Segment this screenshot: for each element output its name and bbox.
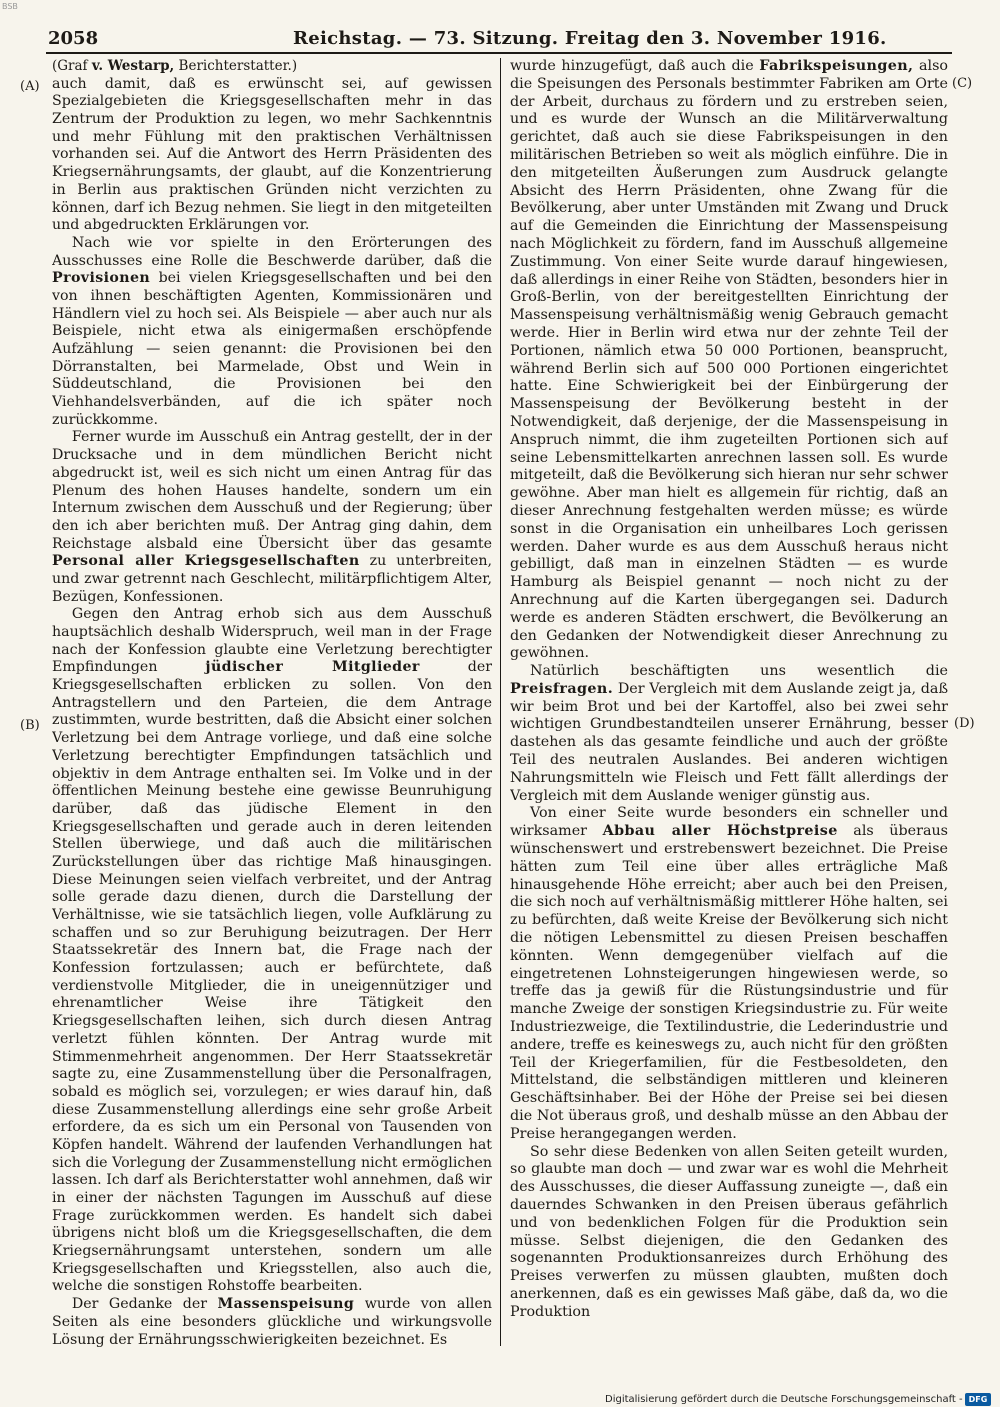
text-run: zu unterbreiten, und zwar getrennt nach Geschlecht, militärpflichtigem Alter, Bezügen, Konfessionen. — [52, 553, 492, 605]
text-run: Natürlich beschäftigten uns wesentlich die — [530, 663, 948, 680]
speaker-prefix: (Graf — [52, 58, 88, 74]
paragraph — [510, 663, 948, 805]
speaker-name: v. Westarp, — [91, 58, 175, 74]
paragraph — [510, 805, 948, 1143]
text-run: wurde hinzugefügt, daß auch die — [510, 58, 754, 74]
text-run: Von einer Seite wurde besonders ein schneller und wirksamer — [510, 805, 948, 840]
text-run: Der Gedanke der — [71, 1296, 208, 1313]
text-run: Gegen den Antrag erhob sich aus dem Ausschuß hauptsächlich deshalb Widerspruch, weil man in der Frage nach der Konfession glaubte eine Verletzung berechtigter Empfindungen — [52, 606, 492, 676]
margin-marker-d: (D) — [954, 716, 975, 731]
paragraph — [510, 58, 948, 663]
paragraph: auch damit, daß es erwünscht sei, auf gewissen Spezialgebieten die Kriegsgesellschaften mehr in das Zentrum der Produktion zu legen, wo mehr Sachkenntnis und mehr Fühlung mit den praktischen Verhältnissen vorhanden sei. Auf die Antwort des Herrn Präsidenten des Kriegsernährungsamts, der glaubt, auf die Konzentrierung in Berlin aus praktischen Gründen nicht verzichten zu können, darf ich Bezug nehmen. Sie liegt in den mitgeteilten und abgedruckten Erklärungen vor. — [52, 75, 492, 234]
paragraph — [52, 606, 492, 1296]
speaker-line — [52, 58, 492, 76]
margin-marker-b: (B) — [20, 718, 40, 733]
text-run: also die Speisungen des Personals bestimmter Fabriken am Orte der Arbeit, durchaus zu fördern und zu erstreben seien, und es wurde der Wunsch an die Militärverwaltung gerichtet, daß auch sie diese Fabrikspeisungen in den militärischen Betrieben so weit als möglich einführe. Die in den mitgeteilten Äußerungen zum Ausdruck gelangte Absicht des Herrn Präsidenten, ohne Zwang für die Bevölkerung, aber unter Umständen mit Zwang und Druck auf die Gemeinden die Einrichtung der Massenspeisung nach Möglichkeit zu fördern, fand im Ausschuß allgemeine Zustimmung. Von einer Seite wurde darauf hingewiesen, daß allerdings in einer Reihe von Städten, besonders hier in Groß-Berlin, von der bereitgestellten Einrichtung der Massenspeisung verhältnismäßig wenig Gebrauch gemacht werde. Hier in Berlin wird etwa nur der zehnte Teil der Portionen, nämlich etwa 50 000 Portionen, beansprucht, während Berlin sich auf 500 000 Portionen eingerichtet hatte. Eine Schwierigkeit bei der Einbürgerung der Massenspeisung der Bevölkerung besteht in der Notwendigkeit, daß derjenige, der die Massenspeisung in Anspruch nimmt, die ihm zugeteilten Portionen sich auf seine Lebensmittelkarten anrechnen lassen soll. Es wurde mitgeteilt, daß die Bevölkerung sich hieran nur sehr schwer gewöhne. Aber man hielt es allgemein für richtig, daß an dieser Anrechnung festgehalten werden müsse; es würde sonst in die Organisation ein unheilbares Loch gerissen werden. Daher wurde es aus dem Ausschuß heraus nicht gebilligt, daß man in einzelnen Städten — es wurde Hamburg als Beispiel genannt — noch nicht zu der Anrechnung auf die Karten übergegangen sei. Dadurch werde es anderen Städten erschwert, die Bevölkerung an den Gedanken der Notwendigkeit dieser Anrechnung zu gewöhnen. — [510, 58, 948, 662]
left-column — [52, 58, 492, 1358]
emphasized-term: Massenspeisung — [217, 1296, 355, 1313]
emphasized-term: jüdischer Mitglieder — [205, 659, 420, 676]
text-run: Der Vergleich mit dem Auslande zeigt ja, daß wir beim Brot und bei der Kartoffel, also bei zwei sehr wichtigen Grundbestandteilen unserer Ernährung, besser dastehen als das gesamte feindliche und auch der größte Teil des neutralen Auslandes. Bei anderen wichtigen Nahrungsmitteln wie Fleisch und Fett fällt allerdings der Vergleich mit dem Auslande weniger günstig aus. — [510, 680, 948, 804]
text-run: bei vielen Kriegsgesellschaften und bei den von ihnen beschäftigten Agenten, Kommissionären und Händlern viel zu hoch sei. Als Beispiele — aber auch nur als Beispiele, nicht etwa als einigermaßen erschöpfende Aufzählung — seien genannt: die Provisionen bei den Dörranstalten, bei Marmelade, Obst und Wein in Süddeutschland, die Provisionen bei den Viehhandelsverbänden, auf die ich später noch zurückkomme. — [52, 270, 492, 428]
column-divider — [500, 58, 501, 1346]
page-header — [48, 22, 950, 52]
paragraph — [52, 1296, 492, 1349]
speaker-role: Berichterstatter.) — [178, 58, 298, 74]
paragraph — [52, 235, 492, 430]
emphasized-term: Provisionen — [52, 270, 151, 287]
emphasized-term: Preisfragen. — [510, 680, 614, 697]
emphasized-term: Personal aller Kriegsgesellschaften — [52, 553, 360, 570]
paragraph — [52, 429, 492, 606]
page-number: 2058 — [48, 28, 99, 49]
margin-marker-c: (C) — [952, 76, 973, 91]
library-mark: BSB — [2, 2, 18, 11]
margin-marker-a: (A) — [20, 79, 40, 94]
text-run: Ferner wurde im Ausschuß ein Antrag gestellt, der in der Drucksache und in dem mündlichen Bericht nicht abgedruckt ist, weil es sich nicht um einen Antrag für das Plenum des hohen Hauses handelte, sondern um ein Internum zwischen dem Ausschuß und der Regierung; über den ich aber berichten muß. Der Antrag ging dahin, dem Reichstage alsbald eine Übersicht über das gesamte — [52, 429, 492, 552]
right-column — [510, 58, 948, 1358]
header-rule — [46, 52, 952, 54]
emphasized-term: Fabrikspeisungen, — [759, 58, 914, 74]
text-run: Nach wie vor spielte in den Erörterungen des Ausschusses eine Rolle die Beschwerde darüber, daß die — [52, 234, 492, 269]
text-run: der Kriegsgesellschaften erblicken zu sollen. Von den Antragstellern und den Parteien, die dem Antrage zustimmten, wurde bestritten, daß die Absicht einer solchen Verletzung bei dem Antrage vorliege, und daß eine solche Verletzung berechtigter Empfindungen tatsächlich und objektiv in dem Antrage enthalten sei. Im Volke und in der öffentlichen Meinung bestehe eine gewisse Beunruhigung darüber, daß das jüdische Element in den Kriegsgesellschaften und gerade auch in deren leitenden Stellen überwiege, und daß auch die militärischen Zurückstellungen über das richtige Maß hinausgingen. Diese Meinungen seien vielfach verbreitet, und der Antrag solle gerade dazu dienen, durch die Darstellung der Verhältnisse, wie sie tatsächlich liegen, volle Aufklärung zu schaffen und so zur Beruhigung beizutragen. Der Herr Staatssekretär des Innern bat, die Frage nach der Konfession fortzulassen; auch er befürchtete, daß verdienstvolle Mitglieder, die in uneigennütziger und ehrenamtlicher Weise ihre Tätigkeit den Kriegsgesellschaften leihen, sich durch diesen Antrag verletzt fühlen könnten. Der Antrag wurde mit Stimmenmehrheit angenommen. Der Herr Staatssekretär sagte zu, eine Zusammenstellung über die Personalfragen, sobald es möglich sei, vorzulegen; er wies darauf hin, daß diese Zusammenstellung allerdings eine sehr große Arbeit erfordere, da es sich um ein Personal von Tausenden von Köpfen handelt. Während der laufenden Verhandlungen hat sich die Vorlegung der Zusammenstellung nicht ermöglichen lassen. Ich darf als Berichterstatter wohl annehmen, daß wir in einer der nächsten Tagungen im Ausschuß auf diese Frage zurückkommen werden. Es handelt sich dabei übrigens nicht bloß um die Kriegsgesellschaften, die dem Kriegsernährungsamt unterstehen, sondern um alle Kriegsgesellschaften und Kriegsstellen, also auch die, welche die sonstigen Rohstoffe bearbeiten. — [52, 659, 492, 1295]
text-run: als überaus wünschenswert und erstrebenswert bezeichnet. Die Preise hätten zum Teil eine über alles erträgliche Maß hinausgehende Höhe erreicht; aber auch bei den Preisen, die sich noch auf verhältnismäßig mittlerer Höhe halten, sei zu befürchten, daß weite Kreise der Bevölkerung sich nicht die nötigen Lebensmittel zu diesen Preisen beschaffen könnten. Wenn demgegenüber vielfach auf die eingetretenen Lohnsteigerungen hingewiesen werde, so treffe das ja gewiß für die Rüstungsindustrie und für manche Zweige der sonstigen Kriegsindustrie zu. Für weite Industriezweige, die Textilindustrie, die Lederindustrie und andere, treffe es keineswegs zu, auch nicht für den größten Teil der Kriegerfamilien, für die Festbesoldeten, den Mittelstand, die selbständigen mittleren und kleineren Geschäftsinhaber. Bei der Höhe der Preise sei bei diesen die Not überaus groß, und deshalb müsse an den Abbau der Preise herangegangen werden. — [510, 823, 948, 1142]
emphasized-term: Abbau aller Höchstpreise — [602, 823, 838, 840]
text-run: wurde von allen Seiten als eine besonders glückliche und wirkungsvolle Lösung der Ernährungsschwierigkeiten bezeichnet. Es — [52, 1296, 492, 1348]
funding-notice: Digitalisierung gefördert durch die Deutsche Forschungsgemeinschaft - — [605, 1394, 963, 1405]
paragraph: So sehr diese Bedenken von allen Seiten geteilt wurden, so glaubte man doch — und zwar war es wohl die Mehrheit des Ausschusses, die dieser Auffassung zuneigte —, daß ein dauerndes Schwanken in den Preisen überaus gefährlich und von bedenklichen Folgen für die Produktion sein müsse. Selbst diejenigen, die den Gedanken des sogenannten Produktionsanreizes durch Erhöhung des Preises verwerfen zu müssen glaubten, mußten doch anerkennen, daß es ein gewisses Maß gäbe, daß da, wo die Produktion — [510, 1143, 948, 1320]
footer — [605, 1394, 965, 1406]
running-title: Reichstag. — 73. Sitzung. Freitag den 3. November 1916. — [293, 28, 887, 49]
dfg-logo: DFG — [965, 1393, 991, 1406]
